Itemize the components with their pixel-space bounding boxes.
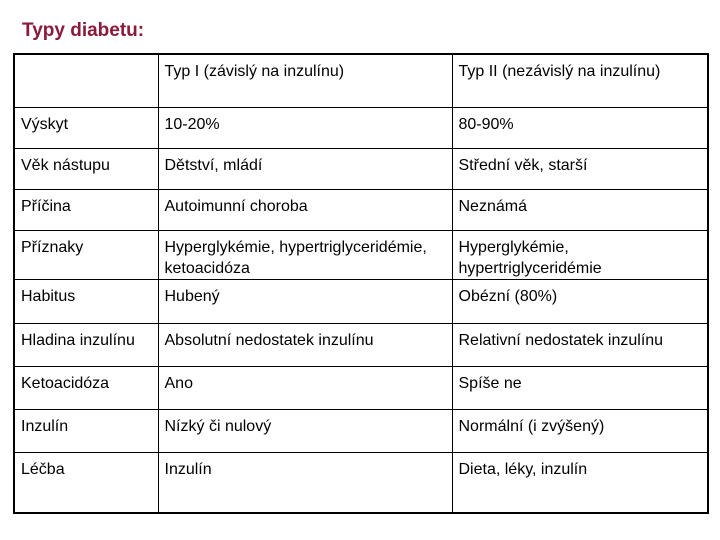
cell-type1: Absolutní nedostatek inzulínu — [158, 323, 452, 366]
cell-type2: Normální (i zvýšený) — [452, 409, 708, 452]
table-row — [14, 148, 708, 189]
cell-type2: Spíše ne — [452, 366, 708, 409]
cell-type1: Hubený — [158, 279, 452, 323]
row-label: Věk nástupu — [14, 148, 158, 189]
row-label: Habitus — [14, 279, 158, 323]
row-label: Hladina inzulínu — [14, 323, 158, 366]
row-label: Výskyt — [14, 107, 158, 148]
cell-type2: Obézní (80%) — [452, 279, 708, 323]
cell-type1: Inzulín — [158, 452, 452, 513]
table-row — [14, 189, 708, 230]
cell-type2: 80-90% — [452, 107, 708, 148]
table-header-row — [14, 54, 708, 107]
cell-type1: 10-20% — [158, 107, 452, 148]
row-label: Příčina — [14, 189, 158, 230]
table-row — [14, 366, 708, 409]
cell-type1: Ano — [158, 366, 452, 409]
table-row — [14, 279, 708, 323]
cell-type1: Nízký či nulový — [158, 409, 452, 452]
header-cell-type1: Typ I (závislý na inzulínu) — [158, 54, 452, 107]
cell-type2: Dieta, léky, inzulín — [452, 452, 708, 513]
row-label: Ketoacidóza — [14, 366, 158, 409]
header-cell-empty — [14, 54, 158, 107]
row-label: Léčba — [14, 452, 158, 513]
table-row — [14, 409, 708, 452]
diabetes-types-table — [13, 53, 709, 514]
cell-type1: Dětství, mládí — [158, 148, 452, 189]
row-label: Inzulín — [14, 409, 158, 452]
cell-type2: Neznámá — [452, 189, 708, 230]
cell-type2: Hyperglykémie, hypertriglyceridémie — [452, 230, 708, 279]
slide-title: Typy diabetu: — [22, 20, 145, 41]
row-label: Příznaky — [14, 230, 158, 279]
cell-type2: Střední věk, starší — [452, 148, 708, 189]
table-row — [14, 230, 708, 279]
table-row — [14, 107, 708, 148]
table-row — [14, 452, 708, 513]
cell-type1: Hyperglykémie, hypertriglyceridémie, ketoacidóza — [158, 230, 452, 279]
header-cell-type2: Typ II (nezávislý na inzulínu) — [452, 54, 708, 107]
table-row — [14, 323, 708, 366]
cell-type2: Relativní nedostatek inzulínu — [452, 323, 708, 366]
cell-type1: Autoimunní choroba — [158, 189, 452, 230]
